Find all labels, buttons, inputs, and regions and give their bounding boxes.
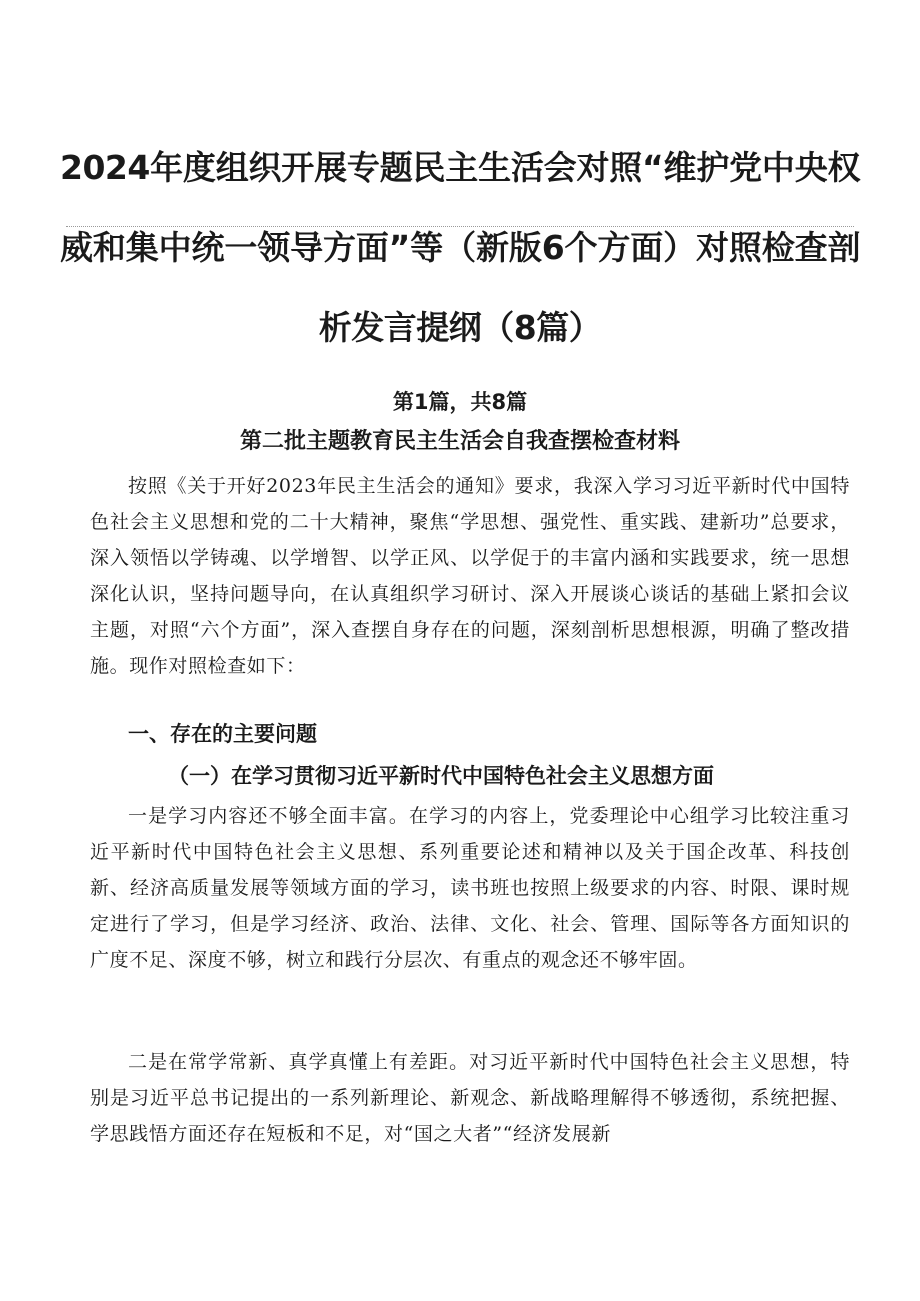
section-heading: 一、存在的主要问题 [128, 722, 317, 746]
document-title: 2024年度组织开展专题民主生活会对照“维护党中央权威和集中统一领导方面”等（新版6个方面）对照检查剖析发言提纲（8篇） [60, 148, 860, 347]
body-paragraph-one: 一是学习内容还不够全面丰富。在学习的内容上，党委理论中心组学习比较注重习近平新时代中国特色社会主义思想、系列重要论述和精神以及关于国企改革、科技创新、经济高质量发展等领域方面的学习，读书班也按照上级要求的内容、时限、课时规定进行了学习，但是学习经济、政治、法律、文化、社会、管理、国际等各方面知识的广度不足、深度不够，树立和践行分层次、有重点的观念还不够牢固。 [90, 805, 850, 971]
part-indicator: 第1篇，共8篇 [392, 390, 528, 414]
body-paragraph-two: 二是在常学常新、真学真懂上有差距。对习近平新时代中国特色社会主义思想，特别是习近平总书记提出的一系列新理论、新观念、新战略理解得不够透彻，系统把握、学思践悟方面还存在短板和不足，对“国之大者”“经济发展新 [90, 1051, 850, 1145]
document-subtitle: 第二批主题教育民主生活会自我查摆检查材料 [239, 429, 680, 454]
subsection-heading: （一）在学习贯彻习近平新时代中国特色社会主义思想方面 [168, 764, 714, 788]
intro-paragraph: 按照《关于开好2023年民主生活会的通知》要求，我深入学习习近平新时代中国特色社会主义思想和党的二十大精神，聚焦“学思想、强党性、重实践、建新功”总要求，深入领悟以学铸魂、以学增智、以学正风、以学促于的丰富内涵和实践要求，统一思想深化认识，坚持问题导向，在认真组织学习研讨、深入开展谈心谈话的基础上紧扣会议主题，对照“六个方面”，深入查摆自身存在的问题，深刻剖析思想根源，明确了整改措施。现作对照检查如下： [90, 475, 850, 677]
title-divider [66, 226, 854, 227]
